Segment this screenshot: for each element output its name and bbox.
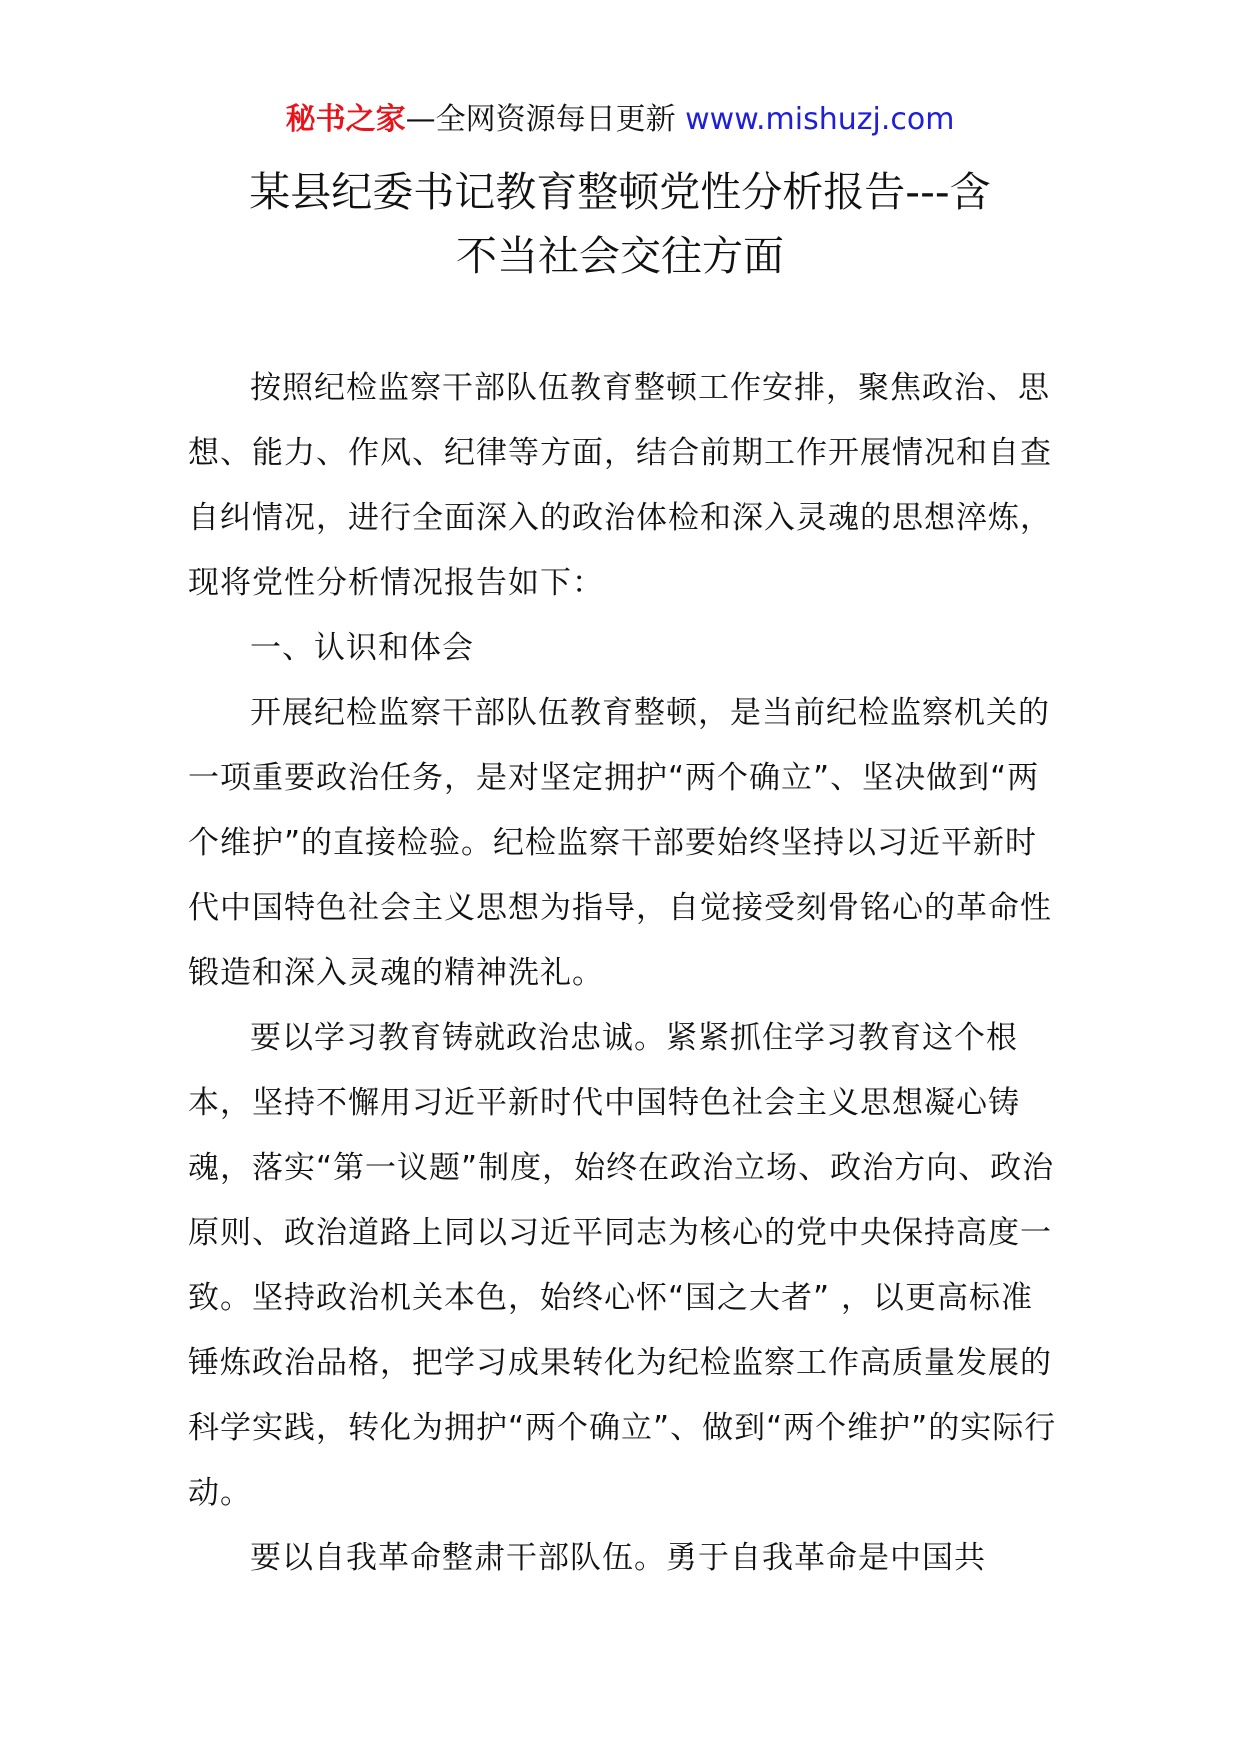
brand-name: 秘书之家 [285, 102, 406, 137]
document-body [188, 356, 1058, 1591]
section-heading: 一、认识和体会 [250, 630, 474, 666]
paragraph-1: 开展纪检监察干部队伍教育整顿，是当前纪检监察机关的一项重要政治任务，是对坚定拥护“两个确立”、坚决做到“两个维护”的直接检验。纪检监察干部要始终坚持以习近平新时代中国特色社会主义思想为指导，自觉接受刻骨铭心的革命性锻造和深入灵魂的精神洗礼。 [188, 695, 1052, 991]
document-title [150, 160, 1090, 288]
title-line-1: 某县纪委书记教育整顿党性分析报告---含 [249, 168, 991, 216]
site-banner [0, 100, 1240, 140]
slogan-text: —全网资源每日更新 [405, 102, 686, 137]
paragraph-2: 要以学习教育铸就政治忠诚。紧紧抓住学习教育这个根本，坚持不懈用习近平新时代中国特色社会主义思想凝心铸魂，落实“第一议题”制度，始终在政治立场、政治方向、政治原则、政治道路上同以习近平同志为核心的党中央保持高度一致。坚持政治机关本色，始终心怀“国之大者” ，以更高标准锤炼政治品格，把学习成果转化为纪检监察工作高质量发展的科学实践，转化为拥护“两个确立”、做到“两个维护”的实际行动。 [188, 1020, 1057, 1511]
title-line-2: 不当社会交往方面 [456, 232, 784, 280]
paragraph-intro: 按照纪检监察干部队伍教育整顿工作安排，聚焦政治、思想、能力、作风、纪律等方面，结合前期工作开展情况和自查自纠情况，进行全面深入的政治体检和深入灵魂的思想淬炼，现将党性分析情况报告如下： [188, 370, 1052, 601]
site-url: www.mishuzj.com [685, 102, 955, 137]
paragraph-3: 要以自我革命整肃干部队伍。勇于自我革命是中国共 [250, 1540, 986, 1576]
